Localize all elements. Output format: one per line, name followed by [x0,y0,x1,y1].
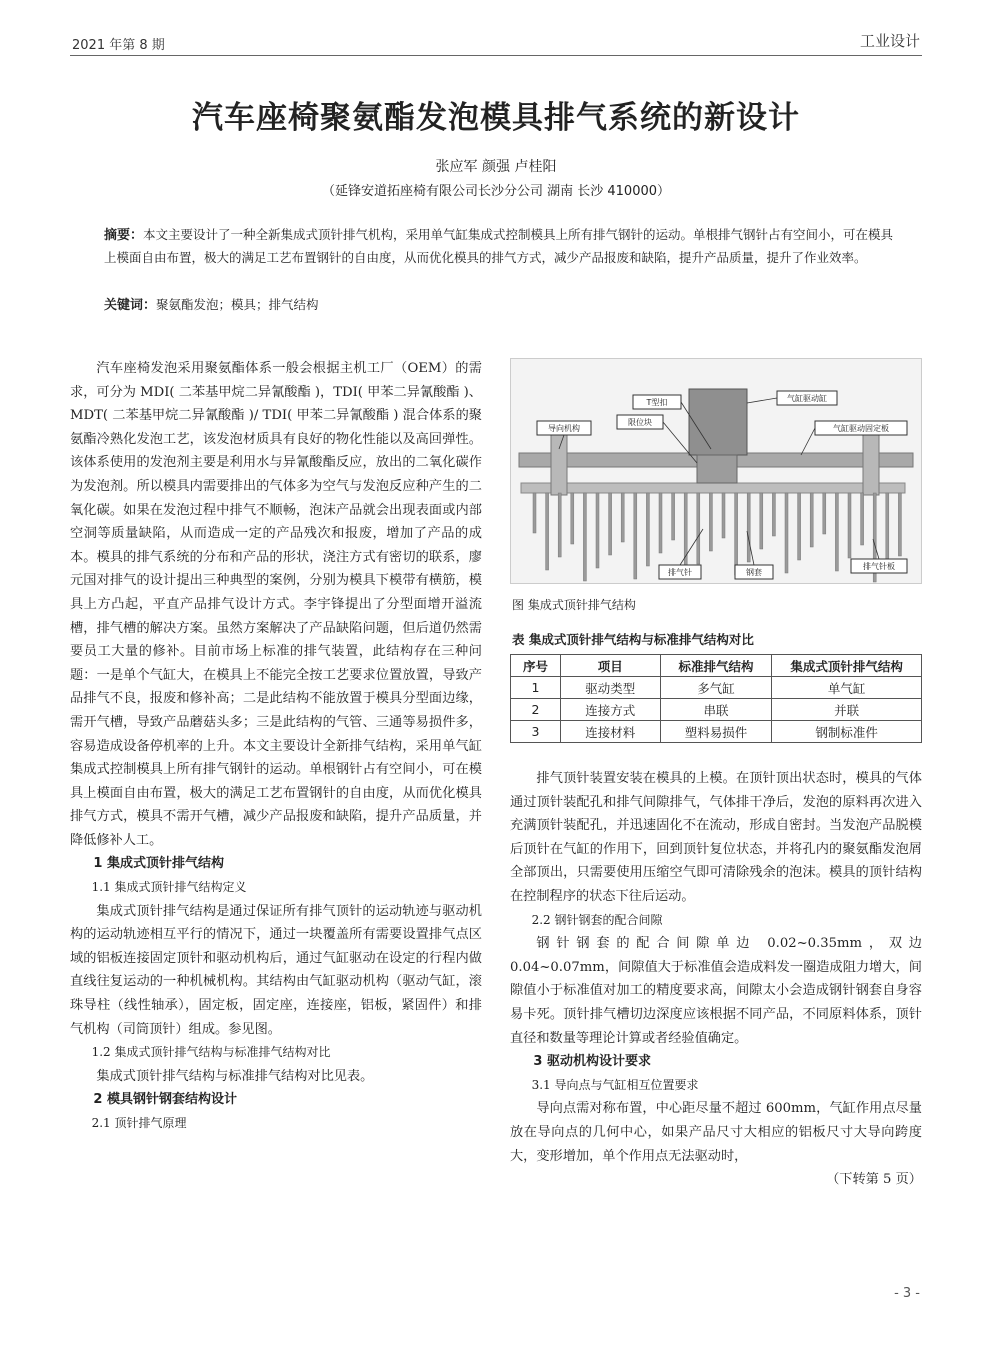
figure-label-sleeve: 钢套 [746,568,762,577]
exhaust-needle [546,493,549,570]
issue-label: 2021 年第 8 期 [72,38,165,53]
paragraph: 钢针钢套的配合间隙单边 0.02~0.35mm，双边 0.04~0.07mm，间隙值大于标准值会造成料发一圈造成阻力增大，间隙值小于标准值对加工的精度要求高，间隙太小会造成钢针钢套自身容易卡死。顶针排气槽切边深度应该根据不同产品，不同原料体系，顶针直径和数量等理论计算或者经验值确定。 [510,936,922,1046]
table-title: 表 集成式顶针排气结构与标准排气结构对比 [512,632,754,647]
table-cell: 驱动类型 [560,677,660,699]
keywords-text: 聚氨酯发泡；模具；排气结构 [156,297,319,312]
table-cell: 多气缸 [660,677,772,699]
section-heading: 1.2 集成式顶针排气结构与标准排气结构对比 [91,1045,331,1060]
continued-note: （下转第 5 页） [826,1172,922,1188]
table-cell: 钢制标准件 [772,721,922,743]
exhaust-needle [583,493,586,581]
exhaust-needle [596,493,599,568]
authors: 张应军 颜强 卢桂阳 [435,159,557,175]
section-heading: 3 驱动机构设计要求 [533,1054,651,1070]
paragraph: 导向点需对称布置，中心距尽量不超过 600mm，气缸作用点尽量放在导向点的几何中心，如果产品尺寸大相应的铝板尺寸大导向跨度大，变形增加，单个作用点无法驱动时， [510,1101,922,1164]
section-heading: 3.1 导向点与气缸相互位置要求 [531,1077,699,1092]
exhaust-needle [861,493,864,545]
right-column [510,767,922,1192]
exhaust-needle [735,493,738,575]
paragraph: 排气顶针装置安装在模具的上模。在顶针顶出状态时，模具的气体通过顶针装配孔和排气间隙排气，气体排干净后，发泡的原料再次进入充满顶针装配孔，并迅速固化不在流动，形成自密封。当发泡产品脱模后顶针在气缸的作用下，回到顶针复位状态，并将孔内的聚氨酯发泡屑全部顶出，只需要使用压缩空气即可清除残余的泡沫。模具的顶针结构在控制程序的状态下往后运动。 [510,771,922,904]
exhaust-needle [672,493,675,540]
table-cell: 串联 [660,699,772,721]
table-cell: 单气缸 [772,677,922,699]
section-heading: 2 模具钢针钢套结构设计 [93,1092,237,1108]
exhaust-needle [747,493,750,562]
table-row [511,721,922,743]
needle-plate [521,483,905,493]
figure-label-t-clip: T型扣 [646,398,668,407]
exhaust-needle [722,493,725,538]
exhaust-needle [571,493,574,544]
exhaust-needle [798,493,801,560]
cylinder [689,389,747,455]
table-header-cell: 标准排气结构 [660,655,772,677]
exhaust-needle [659,493,662,553]
exhaust-needle [835,493,838,571]
exhaust-needle [533,493,536,533]
section-heading: 1 集成式顶针排气结构 [93,856,224,872]
abstract-label: 摘要： [104,228,144,243]
abstract-text: 本文主要设计了一种全新集成式顶针排气机构，采用单气缸集成式控制模具上所有排气钢针的运动。单根排气钢针占有空间小，可在模具上模面自由布置，极大的满足工艺布置钢针的自由度，从而优化模具的排气方式，减少产品报废和缺陷，提升产品质量，提升了作业效率。 [104,227,894,265]
table-header-cell: 项目 [560,655,660,677]
figure-caption: 图 集成式顶针排气结构 [512,598,636,612]
table-cell: 塑料易损件 [660,721,772,743]
exhaust-needle [621,493,624,542]
paragraph: 集成式顶针排气结构是通过保证所有排气顶针的运动轨迹与驱动机构的运动轨迹相互平行的情况下，通过一块覆盖所有需要设置排气点区域的铝板连接固定顶针和驱动机构后，通过气缸驱动在设定的行程内做直线往复运动的一种机械机构。其结构由气缸驱动机构（驱动气缸，滚珠导柱（线性轴承），固定板，固定座，连接座，铝板，紧固件）和排气机构（司筒顶针）组成。参见图。 [70,903,482,1037]
exhaust-needle [823,493,826,534]
table-body [511,677,922,743]
guide-column-right [863,435,879,495]
paragraph: 汽车座椅发泡采用聚氨酯体系一般会根据主机工厂（OEM）的需求，可分为 MDI( 二苯基甲烷二异氰酸酯 )，TDI( 甲苯二异氰酸酯 )、MDT( 二苯基甲烷二异氰酸酯 )/ TDI( 甲苯二异氰酸酯 ) 混合体系的聚氨酯冷熟化发泡工艺，该发泡材质具有良好的物化性能以及高回弹性。该体系使用的发泡剂主要是利用水与异氰酸酯反应，放出的二氧化碳作为发泡剂。所以模具内需要排出的气体多为空气与发泡反应种产生的二氧化碳。如果在发泡过程中排气不顺畅，泡沫产品就会出现表面或内部空洞等质量缺陷，从而造成一定的产品残次和报废，增加了产品的成本。模具的排气系统的分布和产品的形状，浇注方式有密切的联系，廖元国对排气的设计提出三种典型的案例，分别为模具下模带有横筋，模具上方凸起，平直产品排气设计方式。李宇锋提出了分型面增开溢流槽，排气槽的解决方案。虽然方案解决了产品缺陷问题，但后道仍然需要员工大量的修补。目前市场上标准的排气装置，此结构存在三种问题：一是单个气缸大，在模具上不能完全按工艺要求位置放置，导致产品排气不良，报废和修补高；二是此结构不能放置于模具分型面边缘，需开气槽，导致产品蘑菇头多；三是此结构的气管、三通等易损件多，容易造成设备停机率的上升。本文主要设计全新排气结构，采用单气缸集成式控制模具上所有排气钢针的运动。单根钢针占有空间小，可在模具上模面自由布置，极大的满足工艺布置钢针的自由度，从而优化模具排气方式，模具不需开气槽，减少产品报废和缺陷，提升产品质量，并降低修补人工。 [70,361,482,848]
table-cell: 连接方式 [560,699,660,721]
table-header-cell: 集成式顶针排气结构 [772,655,922,677]
exhaust-needles [533,493,901,582]
table-cell: 3 [511,721,561,743]
journal-name: 工业设计 [859,32,920,50]
exhaust-needle [697,493,700,564]
page-number: - 3 - [894,1286,920,1301]
exhaust-needle [709,493,712,551]
section-heading: 1.1 集成式顶针排气结构定义 [91,880,247,895]
table-cell: 2 [511,699,561,721]
exhaust-structure-diagram [511,359,921,583]
guide-column-left [551,435,567,495]
header-rule [70,55,922,56]
table-cell: 连接材料 [560,721,660,743]
exhaust-needle [785,493,788,573]
exhaust-needle [886,493,889,569]
exhaust-needle [684,493,687,577]
table-cell: 并联 [772,699,922,721]
section-heading: 2.1 顶针排气原理 [91,1116,187,1130]
exhaust-needle [848,493,851,558]
exhaust-needle [810,493,813,547]
paragraph: 集成式顶针排气结构与标准排气结构对比见表。 [96,1068,374,1084]
left-column [70,357,482,1136]
figure-label-fixing-plate: 气缸驱动固定板 [833,424,889,433]
figure-label-guide: 导向机构 [548,424,580,433]
comparison-table [510,654,922,743]
section-heading: 2.2 钢针钢套的配合间隙 [531,912,663,927]
table-cell: 1 [511,677,561,699]
exhaust-needle [646,493,649,566]
figure-label-cylinder: 气缸驱动缸 [787,394,827,403]
table-header-cell: 序号 [511,655,561,677]
exhaust-needle [898,493,901,556]
figure-label-stop-block: 限位块 [628,418,652,427]
table-row [511,677,922,699]
figure [510,358,922,584]
exhaust-needle [772,493,775,536]
table-row [511,699,922,721]
affiliation: （延锋安道拓座椅有限公司长沙分公司 湖南 长沙 410000） [321,184,671,199]
paper-title: 汽车座椅聚氨酯发泡模具排气系统的新设计 [192,100,800,136]
figure-label-needle-plate: 排气针板 [863,562,895,571]
exhaust-needle [634,493,637,579]
cylinder-rod [697,455,737,483]
figure-label-needle: 排气针 [668,568,692,577]
keywords [104,294,894,313]
exhaust-needle [760,493,763,549]
abstract [104,224,894,269]
exhaust-needle [558,493,561,557]
exhaust-needle [609,493,612,555]
table-header-row [511,655,922,677]
keywords-label: 关键词： [104,298,157,313]
